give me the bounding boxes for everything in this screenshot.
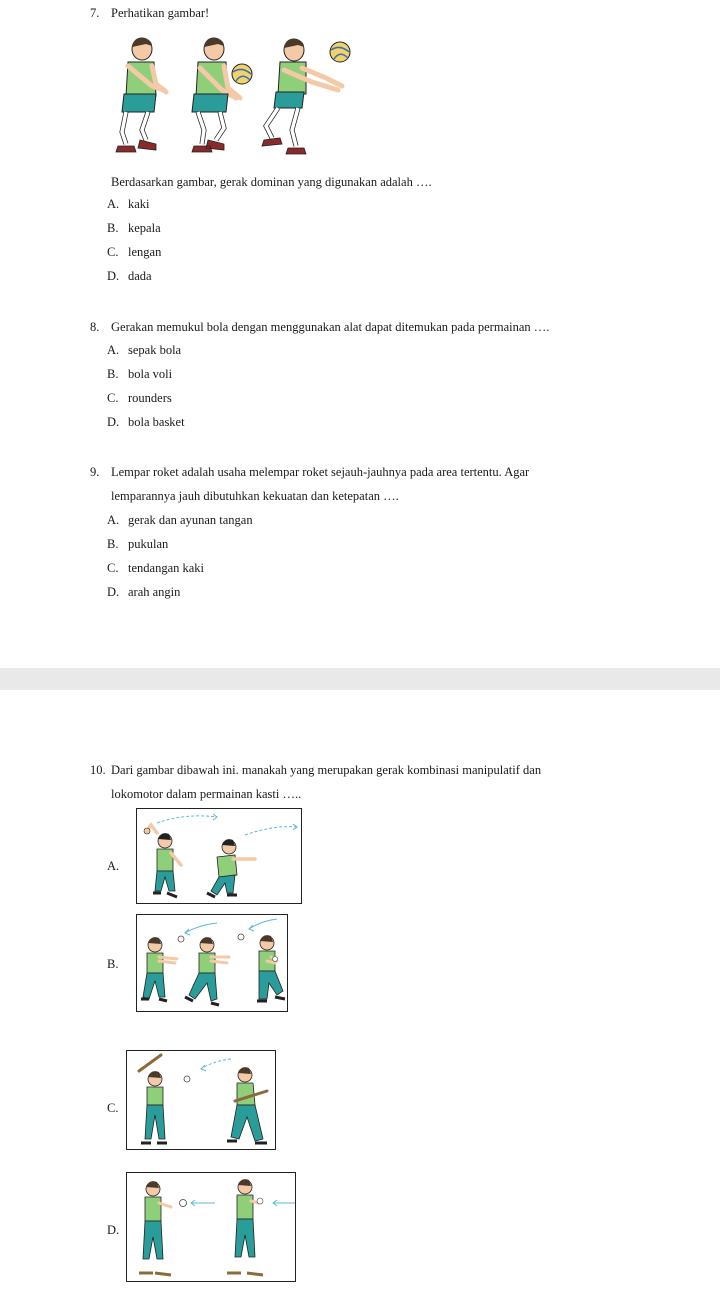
catcher-figure-3 xyxy=(257,935,285,1001)
q10-option-c-image xyxy=(126,1050,276,1150)
q7-question: Berdasarkan gambar, gerak dominan yang digunakan adalah …. xyxy=(111,175,432,189)
q10-option-a-image xyxy=(136,808,302,904)
q8-option-a-text: sepak bola xyxy=(128,343,182,357)
q8-option-a-letter: A. xyxy=(107,343,120,357)
q8-option-d-text: bola basket xyxy=(128,415,185,429)
q9-option-a-text: gerak dan ayunan tangan xyxy=(128,513,253,527)
volleyball-passing-illustration xyxy=(112,36,362,162)
q9-option-b-letter: B. xyxy=(107,537,119,551)
q10-question-line1: Dari gambar dibawah ini. manakah yang merupakan gerak kombinasi manipulatif dan xyxy=(111,763,542,777)
page-break-divider xyxy=(0,668,720,690)
q9-option-a-letter: A. xyxy=(107,513,120,527)
swinging-batter-figure xyxy=(227,1067,267,1143)
q8-option-d-letter: D. xyxy=(107,415,120,429)
player-figure-1 xyxy=(116,38,166,152)
q10-number: 10. xyxy=(90,763,106,777)
q8-number: 8. xyxy=(90,320,100,334)
q7-option-c-text: lengan xyxy=(128,245,162,259)
q8-option-b-letter: B. xyxy=(107,367,119,381)
q9-option-c-letter: C. xyxy=(107,561,119,575)
q7-number: 7. xyxy=(90,6,100,20)
q9-number: 9. xyxy=(90,465,100,479)
catcher-figure-1 xyxy=(141,937,177,1001)
player-figure-3 xyxy=(262,39,350,154)
q9-option-c-text: tendangan kaki xyxy=(128,561,205,575)
q8-option-c-letter: C. xyxy=(107,391,119,405)
batter-figure xyxy=(139,1055,167,1143)
player-figure-2 xyxy=(192,38,252,152)
q7-option-d-letter: D. xyxy=(107,269,120,283)
q7-option-b-text: kepala xyxy=(128,221,161,235)
q10-option-d-letter: D. xyxy=(107,1223,120,1237)
q10-question-line2: lokomotor dalam permainan kasti ….. xyxy=(111,787,302,801)
q7-option-a-letter: A. xyxy=(107,197,120,211)
q9-question-line2: lemparannya jauh dibutuhkan kekuatan dan ketepatan …. xyxy=(111,489,399,503)
q10-option-b-letter: B. xyxy=(107,957,119,971)
q7-prompt: Perhatikan gambar! xyxy=(111,6,210,20)
catcher-figure-2 xyxy=(185,937,229,1005)
thrower-figure-2 xyxy=(207,839,255,897)
q7-option-a-text: kaki xyxy=(128,197,150,211)
q9-option-d-text: arah angin xyxy=(128,585,181,599)
thrower-figure-1 xyxy=(144,825,181,897)
q8-question: Gerakan memukul bola dengan menggunakan alat dapat ditemukan pada permainan …. xyxy=(111,320,550,334)
receiver-figure-1 xyxy=(139,1181,171,1275)
q10-option-b-image xyxy=(136,914,288,1012)
q10-option-a-letter: A. xyxy=(107,859,120,873)
q10-option-d-image xyxy=(126,1172,296,1282)
q9-option-d-letter: D. xyxy=(107,585,120,599)
q8-option-b-text: bola voli xyxy=(128,367,173,381)
q10-option-c-letter: C. xyxy=(107,1101,119,1115)
q7-option-d-text: dada xyxy=(128,269,152,283)
q9-question-line1: Lempar roket adalah usaha melempar roket sejauh-jauhnya pada area tertentu. Agar xyxy=(111,465,530,479)
q7-option-b-letter: B. xyxy=(107,221,119,235)
q9-option-b-text: pukulan xyxy=(128,537,169,551)
q7-option-c-letter: C. xyxy=(107,245,119,259)
q8-option-c-text: rounders xyxy=(128,391,172,405)
receiver-figure-2 xyxy=(227,1179,263,1275)
